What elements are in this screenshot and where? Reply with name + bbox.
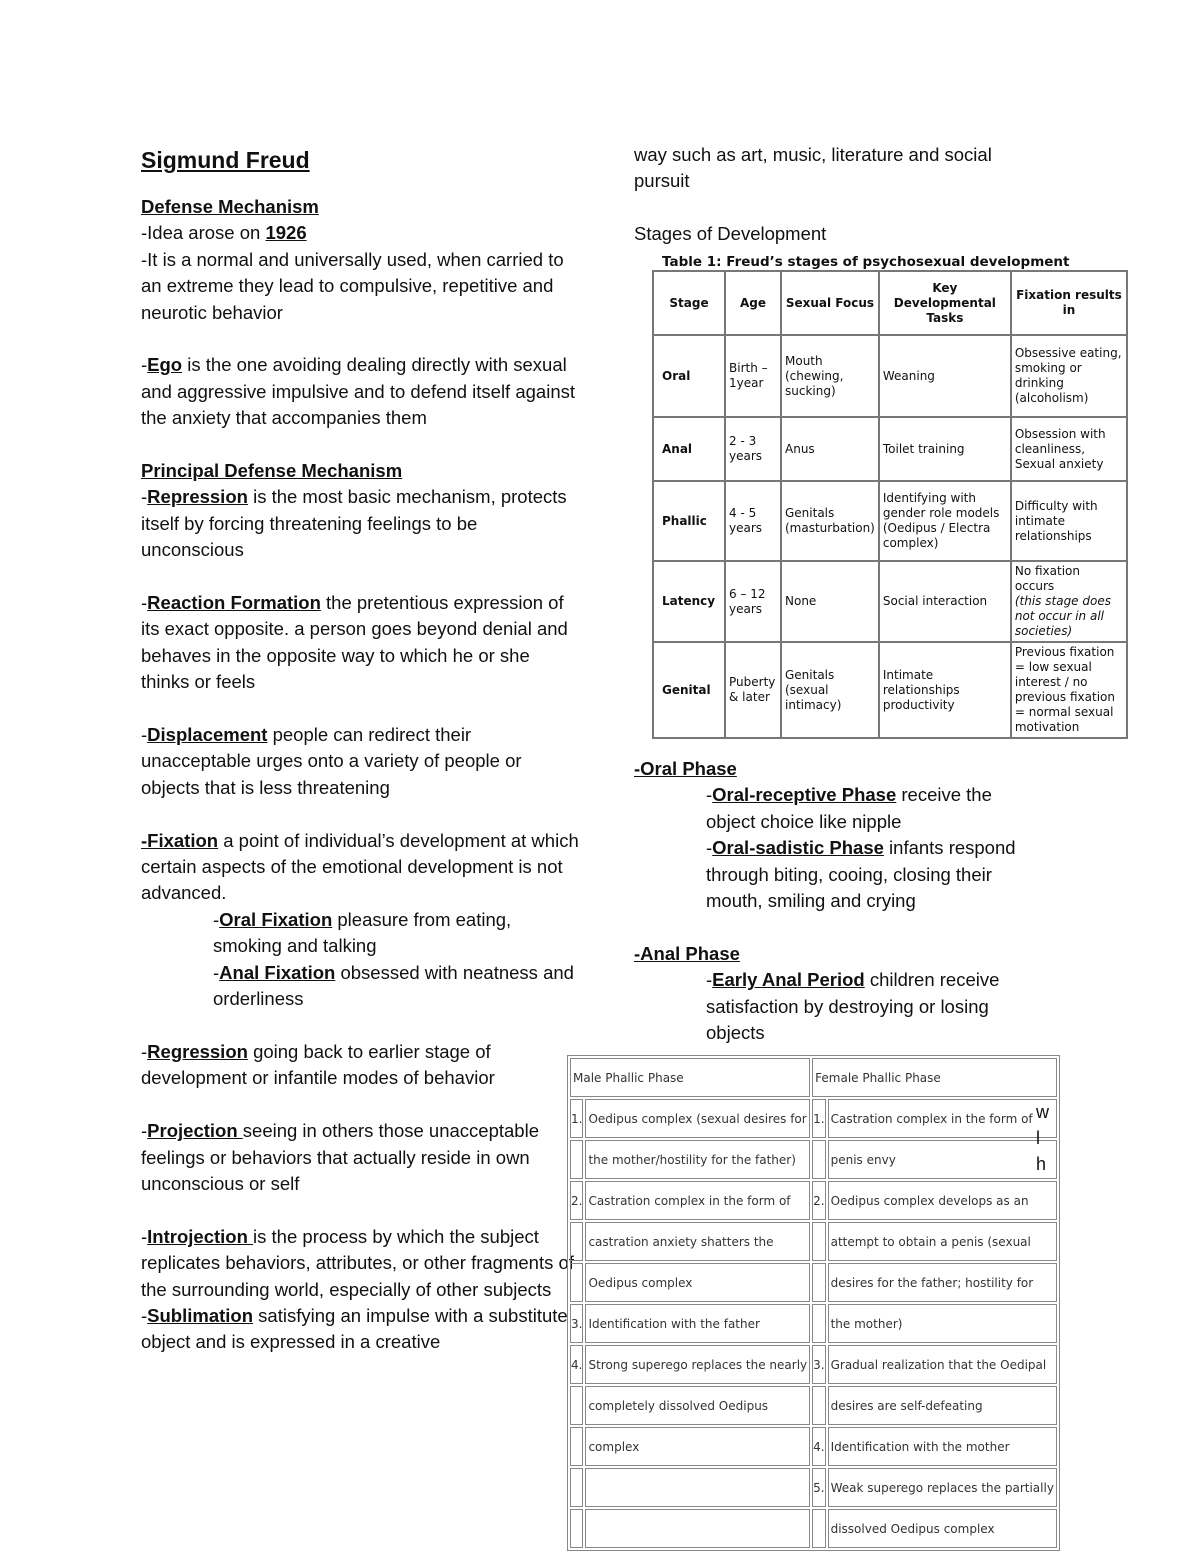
projection-term: Projection [147,1120,243,1142]
phallic-row [570,1263,1057,1302]
male-num: 3. [570,1304,583,1343]
table-caption: Table 1: Freud’s stages of psychosexual development [662,254,1070,270]
sublimation-term: Sublimation [147,1304,254,1326]
table-row [653,561,1127,642]
table-cell: 4 - 5 years [725,481,781,561]
displacement-paragraph: -Displacement people can redirect their unacceptable urges onto a variety of people or objects that is less threatening [141,724,522,798]
female-num [812,1140,825,1179]
projection-paragraph: -Projection seeing in others those unacceptable feelings or behaviors that actually reside in own unconscious or self [141,1120,539,1194]
table-row [653,417,1127,481]
introjection-text: is the process by which the subject replicates behaviors, attributes, or other fragments of the surrounding world, especially of other subjects [141,1225,574,1300]
ego-paragraph: -Ego is the one avoiding dealing directly with sexual and aggressive impulsive and to defend itself against the anxiety that accompanies them [141,354,575,429]
phallic-row [570,1222,1057,1261]
oral-sadistic-term: Oral-sadistic Phase [712,837,884,859]
oral-receptive-paragraph: -Oral-receptive Phase receive the object choice like nipple [706,784,992,832]
projection-text: seeing in others those unacceptable feelings or behaviors that actually reside in own unconscious or self [141,1120,539,1194]
stray-letter: l [1036,1128,1040,1148]
female-num: 5. [812,1468,825,1507]
male-text [585,1509,810,1548]
repression-paragraph: -Repression is the most basic mechanism, protects itself by forcing threatening feelings to be unconscious [141,486,567,561]
table-cell: Toilet training [879,417,1011,481]
phallic-row [570,1304,1057,1343]
stages-heading: Stages of Development [634,223,827,245]
female-text: desires for the father; hostility for [828,1263,1057,1302]
female-num: 3. [812,1345,825,1384]
early-anal-text: children receive satisfaction by destroying or losing objects [706,969,1000,1044]
table-header: Stage [653,271,725,335]
table-cell: Social interaction [879,561,1011,642]
male-text: Strong superego replaces the nearly [585,1345,810,1384]
right-column-phases [634,756,1044,1046]
early-anal-paragraph: -Early Anal Period children receive satisfaction by destroying or losing objects [706,969,1000,1044]
anal-phase-heading: -Anal Phase [634,942,740,964]
female-text: Weak superego replaces the partially [828,1468,1057,1507]
defense-heading: Defense Mechanism [141,196,319,217]
regression-paragraph: -Regression going back to earlier stage of development or infantile modes of behavior [141,1040,495,1089]
repression-term: Repression [147,486,248,508]
male-text: complex [585,1427,810,1466]
female-num [812,1304,825,1343]
right-column-top [634,142,1044,248]
female-header: Female Phallic Phase [812,1058,1057,1097]
continuation-text: way such as art, music, literature and social pursuit [634,144,992,192]
table-cell: Weaning [879,335,1011,417]
female-text: Gradual realization that the Oedipal [828,1345,1057,1384]
table-header: Key Developmental Tasks [879,271,1011,335]
table-cell: Anal [653,417,725,481]
left-column [141,146,581,1356]
oral-sadistic-paragraph: -Oral-sadistic Phase infants respond through biting, cooing, closing their mouth, smiling and crying [706,837,1016,912]
reaction-text: the pretentious expression of its exact opposite. a person goes beyond denial and behaves in the opposite way to which he or she thinks or feels [141,592,568,693]
latency-fixation: No fixation occurs [1014,564,1080,593]
normal-text: -It is a normal and universally used, when carried to an extreme they lead to compulsive, repetitive and neurotic behavior [141,248,564,323]
table-cell [1011,561,1127,642]
displacement-text: people can redirect their unacceptable urges onto a variety of people or objects that is less threatening [141,724,522,798]
table-cell: Intimate relationships productivity [879,642,1011,738]
table-cell: Birth – 1year [725,335,781,417]
male-num: 2. [570,1181,583,1220]
stray-letter: w [1036,1102,1049,1122]
male-text: castration anxiety shatters the [585,1222,810,1261]
female-text: penis envy [828,1140,1057,1179]
male-num [570,1263,583,1302]
phallic-row [570,1509,1057,1548]
table-cell: Genitals (sexual intimacy) [781,642,879,738]
phallic-header-row [570,1058,1057,1097]
table-header-row [653,271,1127,335]
female-text: dissolved Oedipus complex [828,1509,1057,1548]
table-cell: Latency [653,561,725,642]
table-row [653,335,1127,417]
table-cell: Oral [653,335,725,417]
female-num [812,1509,825,1548]
male-num [570,1509,583,1548]
female-text: the mother) [828,1304,1057,1343]
introjection-paragraph: -Introjection is the process by which the subject replicates behaviors, attributes, or other fragments of the surrounding world, especially of other subjects [141,1225,574,1300]
idea-year: 1926 [265,222,307,244]
anal-fixation-term: Anal Fixation [219,961,336,983]
phallic-row [570,1181,1057,1220]
female-text: Castration complex in the form of [828,1099,1057,1138]
female-text: attempt to obtain a penis (sexual [828,1222,1057,1261]
stray-letter: h [1036,1154,1047,1174]
male-text: Oedipus complex [585,1263,810,1302]
sublimation-paragraph: -Sublimation satisfying an impulse with a substitute object and is expressed in a creative [141,1304,568,1353]
displacement-term: Displacement [147,724,268,746]
female-num [812,1386,825,1425]
idea-line [141,220,581,246]
oral-fixation-paragraph: -Oral Fixation pleasure from eating, smoking and talking [213,908,512,957]
male-num [570,1386,583,1425]
table-cell: None [781,561,879,642]
table-cell: Obsession with cleanliness, Sexual anxiety [1011,417,1127,481]
reaction-paragraph: -Reaction Formation the pretentious expression of its exact opposite. a person goes beyond denial and behaves in the opposite way to which he or she thinks or feels [141,592,568,693]
table-cell: Genitals (masturbation) [781,481,879,561]
principal-heading: Principal Defense Mechanism [141,460,403,482]
female-num: 1. [812,1099,825,1138]
male-num: 1. [570,1099,583,1138]
table-header: Fixation results in [1011,271,1127,335]
male-num [570,1427,583,1466]
table-cell: Phallic [653,481,725,561]
phallic-row [570,1427,1057,1466]
fixation-text: a point of individual’s development at which certain aspects of the emotional development is not advanced. [141,829,579,904]
male-text [585,1468,810,1507]
male-num [570,1140,583,1179]
anal-fixation-paragraph: -Anal Fixation obsessed with neatness and orderliness [213,961,574,1010]
table-row [653,642,1127,738]
table-cell: Mouth (chewing, sucking) [781,335,879,417]
phallic-row [570,1468,1057,1507]
regression-term: Regression [147,1040,248,1062]
table-cell: Puberty & later [725,642,781,738]
male-text: Castration complex in the form of [585,1181,810,1220]
oral-receptive-text: receive the object choice like nipple [706,784,992,832]
table-header: Age [725,271,781,335]
table-cell: Genital [653,642,725,738]
table-cell: 6 – 12 years [725,561,781,642]
male-text: the mother/hostility for the father) [585,1140,810,1179]
male-text: completely dissolved Oedipus [585,1386,810,1425]
female-num [812,1222,825,1261]
early-anal-term: Early Anal Period [712,969,865,991]
phallic-row [570,1140,1057,1179]
table-cell: Anus [781,417,879,481]
female-text: Identification with the mother [828,1427,1057,1466]
female-num [812,1263,825,1302]
male-num [570,1222,583,1261]
oral-phase-heading: -Oral Phase [634,758,737,779]
fixation-paragraph [141,828,581,907]
sublimation-text: satisfying an impulse with a substitute object and is expressed in a creative [141,1304,568,1353]
table-row [653,481,1127,561]
oral-fixation-text: pleasure from eating, smoking and talking [213,908,512,957]
ego-text: is the one avoiding dealing directly with sexual and aggressive impulsive and to defend itself against the anxiety that accompanies them [141,354,575,429]
male-num: 4. [570,1345,583,1384]
table-header: Sexual Focus [781,271,879,335]
phallic-table [567,1055,1060,1551]
table-cell: Previous fixation = low sexual interest / no previous fixation = normal sexual motivation [1011,642,1127,738]
male-text: Oedipus complex (sexual desires for [585,1099,810,1138]
introjection-term: Introjection [147,1225,254,1247]
phallic-row [570,1099,1057,1138]
anal-fixation-text: obsessed with neatness and orderliness [213,961,574,1010]
oral-receptive-term: Oral-receptive Phase [712,784,897,806]
female-num: 4. [812,1427,825,1466]
male-text: Identification with the father [585,1304,810,1343]
fixation-term: -Fixation [141,829,219,851]
idea-prefix: -Idea arose on [141,222,266,244]
page-title: Sigmund Freud [141,147,310,173]
table-cell: Difficulty with intimate relationships [1011,481,1127,561]
regression-text: going back to earlier stage of development or infantile modes of behavior [141,1040,495,1089]
table-cell: Identifying with gender role models (Oedipus / Electra complex) [879,481,1011,561]
repression-text: is the most basic mechanism, protects itself by forcing threatening feelings to be unconscious [141,486,567,561]
phallic-row [570,1345,1057,1384]
male-header: Male Phallic Phase [570,1058,810,1097]
female-num: 2. [812,1181,825,1220]
table-cell: 2 - 3 years [725,417,781,481]
table-cell: Obsessive eating, smoking or drinking (alcoholism) [1011,335,1127,417]
female-text: Oedipus complex develops as an [828,1181,1057,1220]
stages-table [652,270,1128,739]
female-text: desires are self-defeating [828,1386,1057,1425]
latency-note: (this stage does not occur in all societies) [1014,594,1111,638]
male-num [570,1468,583,1507]
phallic-row [570,1386,1057,1425]
reaction-term: Reaction Formation [147,592,321,614]
ego-term: Ego [147,354,183,376]
oral-sadistic-text: infants respond through biting, cooing, closing their mouth, smiling and crying [706,837,1016,912]
oral-fixation-term: Oral Fixation [219,908,333,930]
